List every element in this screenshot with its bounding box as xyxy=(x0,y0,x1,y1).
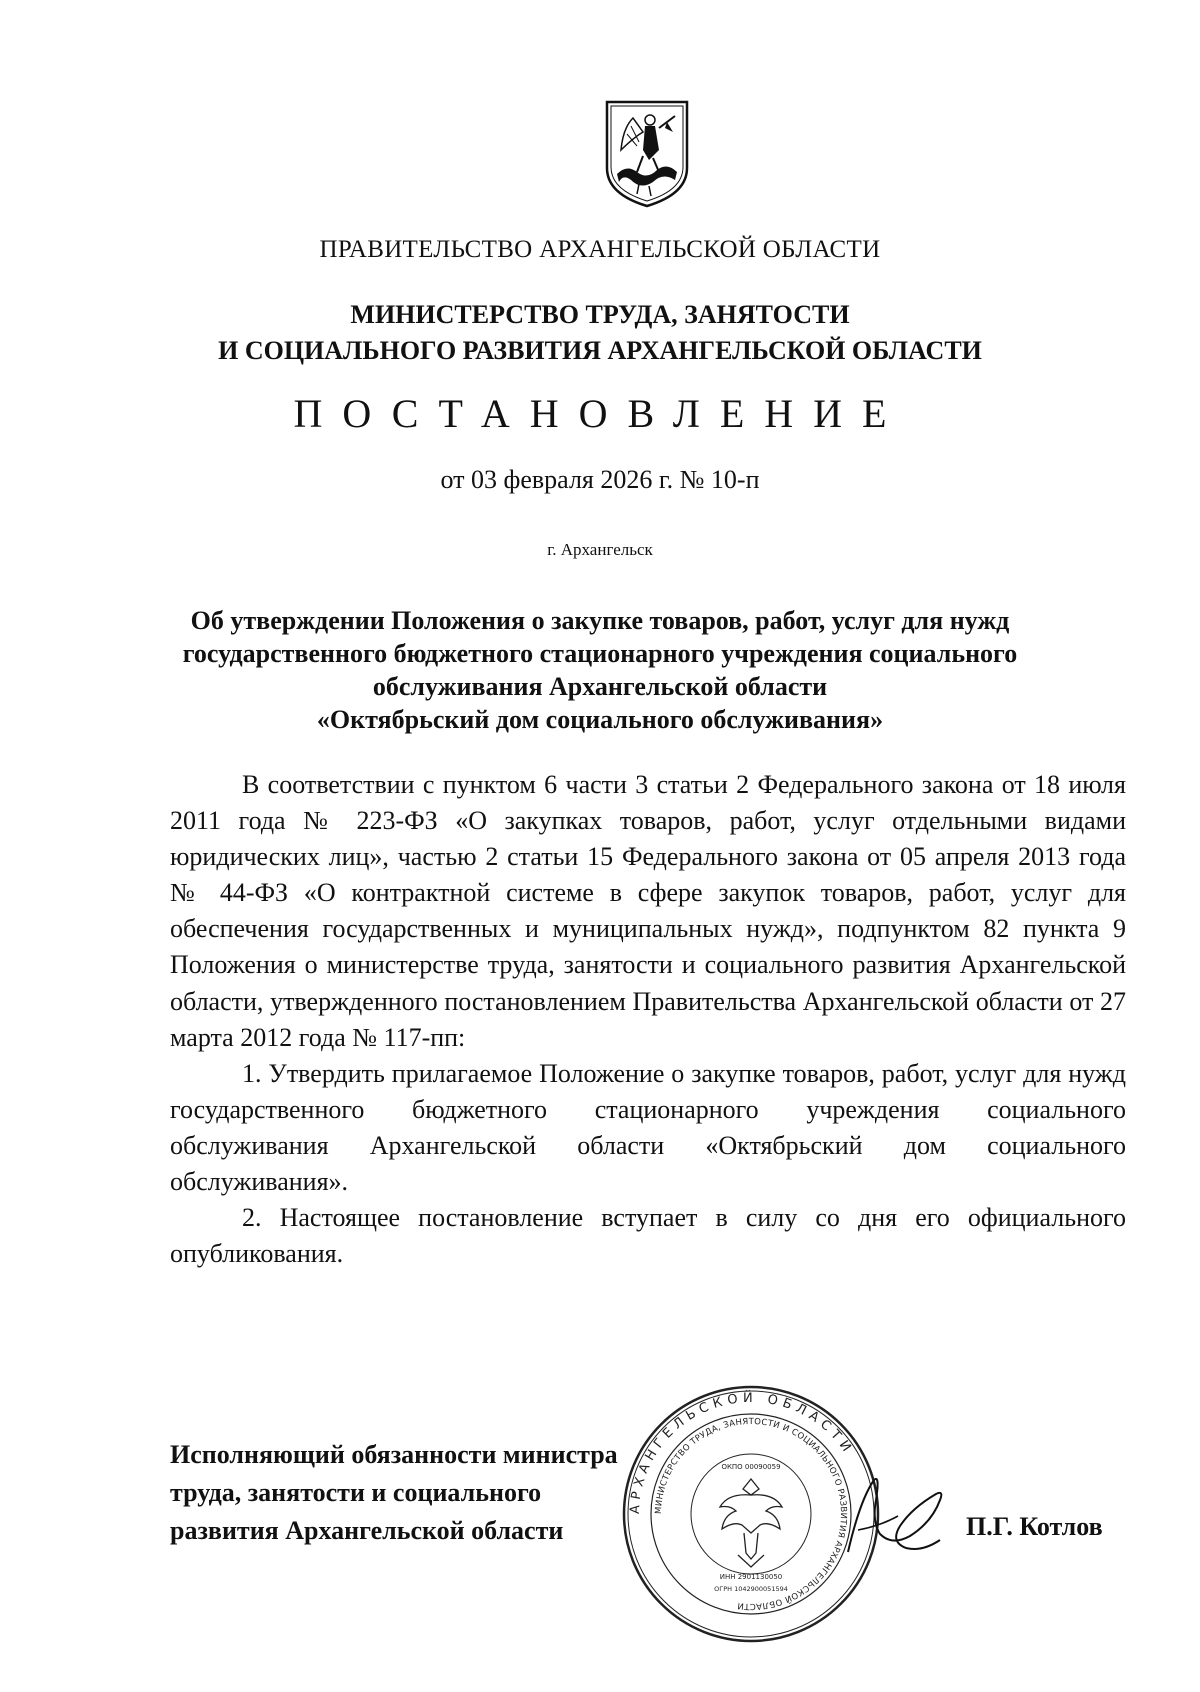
title-line-3: обслуживания Архангельской области xyxy=(372,672,828,701)
stamp-okpo: ОКПО 00090059 xyxy=(721,1463,781,1471)
stamp-inner-ring-text: МИНИСТЕРСТВО ТРУДА, ЗАНЯТОСТИ И СОЦИАЛЬНОГО РАЗВИТИЯ АРХАНГЕЛЬСКОЙ ОБЛАСТИ xyxy=(653,1416,849,1612)
signer-position-line-3: развития Архангельской области xyxy=(170,1516,564,1545)
stamp-ogrn: ОГРН 1042900051594 xyxy=(714,1585,788,1593)
document-title xyxy=(0,604,1200,736)
ministry-heading xyxy=(0,297,1200,369)
document-type: ПОСТАНОВЛЕНИЕ xyxy=(293,391,907,436)
signer-position-line-2: труда, занятости и социального xyxy=(170,1478,542,1507)
document-date-number: от 03 февраля 2026 г. № 10-п xyxy=(440,465,760,494)
signer-position-line-1: Исполняющий обязанности министра xyxy=(170,1440,618,1469)
document-city: г. Архангельск xyxy=(547,540,653,559)
title-line-1: Об утверждении Положения о закупке товаров, работ, услуг для нужд xyxy=(190,606,1010,635)
archangel-coat-of-arms-icon xyxy=(603,98,691,208)
handwritten-signature xyxy=(840,1460,950,1570)
item-1-paragraph: 1. Утвердить прилагаемое Положение о закупке товаров, работ, услуг для нужд государственного бюджетного стационарного учреждения социального обслуживания Архангельской области «Октябрьский дом социального обслуживания». xyxy=(170,1058,1126,1197)
stamp-inn: ИНН 2901130050 xyxy=(719,1573,783,1581)
ministry-line-2: И СОЦИАЛЬНОГО РАЗВИТИЯ АРХАНГЕЛЬСКОЙ ОБЛАСТИ xyxy=(218,336,982,365)
item-2-paragraph: 2. Настоящее постановление вступает в силу со дня его официального опубликования. xyxy=(170,1203,1126,1269)
government-heading: ПРАВИТЕЛЬСТВО АРХАНГЕЛЬСКОЙ ОБЛАСТИ xyxy=(319,236,881,263)
title-line-2: государственного бюджетного стационарного учреждения социального xyxy=(182,639,1018,668)
title-line-4: «Октябрьский дом социального обслуживания» xyxy=(316,705,884,734)
preamble-paragraph: В соответствии с пунктом 6 части 3 статьи 2 Федерального закона от 18 июля 2011 года № 223-ФЗ «О закупках товаров, работ, услуг отдельными видами юридических лиц», частью 2 статьи 15 Федерального закона от 05 апреля 2013 года № 44-ФЗ «О контрактной системе в сфере закупок товаров, работ, услуг для обеспечения государственных и муниципальных нужд», подпунктом 82 пункта 9 Положения о министерстве труда, занятости и социального развития Архангельской области, утвержденного постановлением Правительства Архангельской области от 27 марта 2012 года № 117-пп: xyxy=(170,770,1126,1052)
document-body xyxy=(170,767,1126,1272)
signer-position xyxy=(170,1436,690,1550)
signer-name: П.Г. Котлов xyxy=(966,1512,1103,1541)
stamp-outer-ring-text: АРХАНГЕЛЬСКОЙ ОБЛАСТИ xyxy=(627,1390,857,1515)
ministry-line-1: МИНИСТЕРСТВО ТРУДА, ЗАНЯТОСТИ xyxy=(350,300,850,329)
